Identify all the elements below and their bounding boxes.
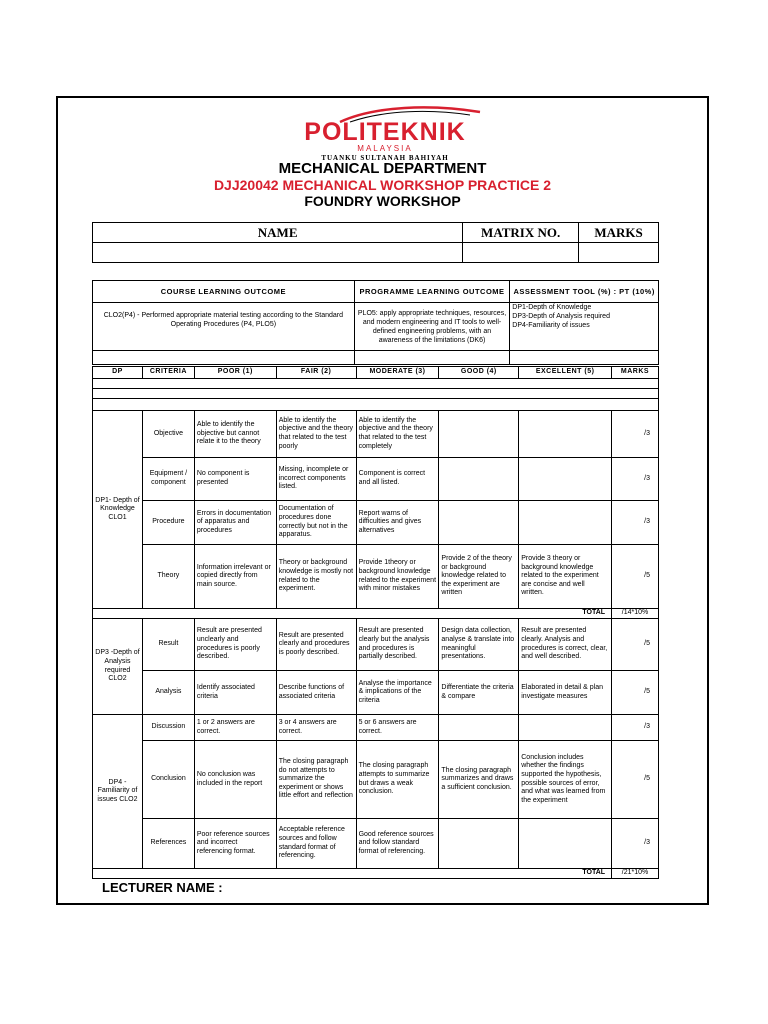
dp-cell: DP1- Depth of Knowledge CLO1 (93, 411, 143, 609)
moderate-cell: Report warns of difficulties and gives alternatives (356, 501, 439, 545)
good-cell: Design data collection, analyse & translate into meaningful presentations. (439, 619, 519, 671)
criteria-cell: Objective (142, 411, 194, 458)
table-row (93, 741, 659, 819)
logo-word: POLITEKNIK (304, 118, 466, 146)
excellent-cell (519, 458, 612, 501)
poor-cell: Able to identify the objective but cannot relate it to the theory (194, 411, 276, 458)
table-row (93, 545, 659, 609)
fair-cell: Able to identify the objective and the theory that related to the test poorly (276, 411, 356, 458)
total-label: TOTAL (93, 609, 612, 619)
table-row (93, 715, 659, 741)
logo-campus: TUANKU SULTANAH BAHIYAH (321, 154, 449, 162)
poor-cell: Poor reference sources and incorrect referencing format. (194, 819, 276, 869)
table-row (93, 458, 659, 501)
moderate-cell: Component is correct and all listed. (356, 458, 439, 501)
fair-cell: Result are presented clearly and procedures is poorly described. (276, 619, 356, 671)
total-label: TOTAL (93, 869, 612, 879)
clo-text: CLO2(P4) - Performed appropriate material testing according to the Standard Operating Procedures (P4, PLO5) (93, 303, 355, 351)
plo-text: PLO5: apply appropriate techniques, resources, and modern engineering and IT tools to well-defined engineering problems, with an awareness of the limitations (DK6) (354, 303, 510, 351)
criteria-cell: Theory (142, 545, 194, 609)
criteria-cell: References (142, 819, 194, 869)
marks-cell: /5 (612, 741, 659, 819)
col-moderate: MODERATE (3) (356, 367, 439, 379)
good-cell (439, 411, 519, 458)
dp-cell: DP4 - Familiarity of issues CLO2 (93, 715, 143, 869)
criteria-cell: Conclusion (142, 741, 194, 819)
matrix-field[interactable] (463, 243, 579, 263)
fair-cell: Acceptable reference sources and follow standard format of referencing. (276, 819, 356, 869)
poor-cell: Result are presented unclearly and procedures is poorly described. (194, 619, 276, 671)
moderate-cell: The closing paragraph attempts to summarize but draws a weak conclusion. (356, 741, 439, 819)
col-marks: MARKS (612, 367, 659, 379)
criteria-cell: Equipment / component (142, 458, 194, 501)
moderate-cell: Result are presented clearly but the analysis and procedures is partially described. (356, 619, 439, 671)
course-title: DJJ20042 MECHANICAL WORKSHOP PRACTICE 2 (213, 177, 552, 193)
tool-item: DP3-Depth of Analysis required (512, 313, 610, 320)
excellent-cell (519, 411, 612, 458)
poor-cell: No conclusion was included in the report (194, 741, 276, 819)
moderate-cell: Good reference sources and follow standard format of referencing. (356, 819, 439, 869)
poor-cell: No component is presented (194, 458, 276, 501)
good-cell (439, 458, 519, 501)
col-fair: FAIR (2) (276, 367, 356, 379)
good-cell: The closing paragraph summarizes and draws a sufficient conclusion. (439, 741, 519, 819)
lecturer-name-label: LECTURER NAME : (102, 880, 223, 895)
clo-header: COURSE LEARNING OUTCOME (93, 281, 355, 303)
name-label: NAME (93, 223, 463, 243)
col-criteria: CRITERIA (142, 367, 194, 379)
table-row (93, 411, 659, 458)
excellent-cell: Conclusion includes whether the findings supported the hypothesis, possible sources of error, and what was learned from the experiment (519, 741, 612, 819)
poor-cell: Information irrelevant or copied directly from main source. (194, 545, 276, 609)
department-title: MECHANICAL DEPARTMENT (278, 160, 487, 177)
tool-header: ASSESSMENT TOOL (%) : PT (10%) (510, 281, 659, 303)
marks-cell: /3 (612, 501, 659, 545)
fair-cell: Missing, incomplete or incorrect components listed. (276, 458, 356, 501)
poor-cell: Errors in documentation of apparatus and procedures (194, 501, 276, 545)
moderate-cell: Able to identify the objective and the theory that related to the test completely (356, 411, 439, 458)
marks-cell: /3 (612, 819, 659, 869)
col-good: GOOD (4) (439, 367, 519, 379)
politeknik-logo (280, 104, 490, 162)
marks-cell: /5 (612, 545, 659, 609)
marks-field[interactable] (579, 243, 659, 263)
tool-list (510, 303, 659, 351)
total-row (93, 609, 659, 619)
table-row (93, 819, 659, 869)
fair-cell: Theory or background knowledge is mostly not related to the experiment. (276, 545, 356, 609)
table-row (93, 671, 659, 715)
marks-cell: /3 (612, 411, 659, 458)
good-cell (439, 715, 519, 741)
criteria-cell: Analysis (142, 671, 194, 715)
table-row (93, 619, 659, 671)
fair-cell: 3 or 4 answers are correct. (276, 715, 356, 741)
marks-cell: /5 (612, 619, 659, 671)
criteria-cell: Result (142, 619, 194, 671)
poor-cell: Identify associated criteria (194, 671, 276, 715)
moderate-cell: Analyse the importance & implications of the criteria (356, 671, 439, 715)
total-value: /21*10% (612, 869, 659, 879)
logo-country: MALAYSIA (357, 144, 413, 153)
criteria-cell: Discussion (142, 715, 194, 741)
plo-header: PROGRAMME LEARNING OUTCOME (354, 281, 510, 303)
good-cell (439, 501, 519, 545)
moderate-cell: 5 or 6 answers are correct. (356, 715, 439, 741)
matrix-label: MATRIX NO. (463, 223, 579, 243)
table-row (93, 501, 659, 545)
excellent-cell: Elaborated in detail & plan investigate measures (519, 671, 612, 715)
excellent-cell: Provide 3 theory or background knowledge related to the experiment are concise and well written. (519, 545, 612, 609)
total-value: /14*10% (612, 609, 659, 619)
poor-cell: 1 or 2 answers are correct. (194, 715, 276, 741)
excellent-cell (519, 501, 612, 545)
dp-cell: DP3 -Depth of Analysis required CLO2 (93, 619, 143, 715)
good-cell: Differentiate the criteria & compare (439, 671, 519, 715)
criteria-cell: Procedure (142, 501, 194, 545)
tool-item: DP1-Depth of Knowledge (512, 304, 592, 311)
name-field[interactable] (93, 243, 463, 263)
fair-cell: The closing paragraph do not attempts to summarize the experiment or shows little effort and reflection (276, 741, 356, 819)
fair-cell: Documentation of procedures done correctly but not in the apparatus. (276, 501, 356, 545)
marks-label: MARKS (579, 223, 659, 243)
marks-cell: /3 (612, 715, 659, 741)
col-dp: DP (93, 367, 143, 379)
excellent-cell (519, 819, 612, 869)
good-cell: Provide 2 of the theory or background knowledge related to the experiment are written (439, 545, 519, 609)
excellent-cell: Result are presented clearly. Analysis and procedures is correct, clear, and well described. (519, 619, 612, 671)
workshop-title: FOUNDRY WORKSHOP (304, 193, 461, 209)
col-excellent: EXCELLENT (5) (519, 367, 612, 379)
student-info-table (92, 222, 659, 263)
good-cell (439, 819, 519, 869)
marks-cell: /3 (612, 458, 659, 501)
rubric-table (92, 366, 659, 879)
moderate-cell: Provide 1theory or background knowledge related to the experiment with minor mistakes (356, 545, 439, 609)
fair-cell: Describe functions of associated criteria (276, 671, 356, 715)
marks-cell: /5 (612, 671, 659, 715)
col-poor: POOR (1) (194, 367, 276, 379)
tool-item: DP4-Familiarity of issues (512, 322, 590, 329)
total-row (93, 869, 659, 879)
outcomes-table (92, 280, 659, 365)
excellent-cell (519, 715, 612, 741)
